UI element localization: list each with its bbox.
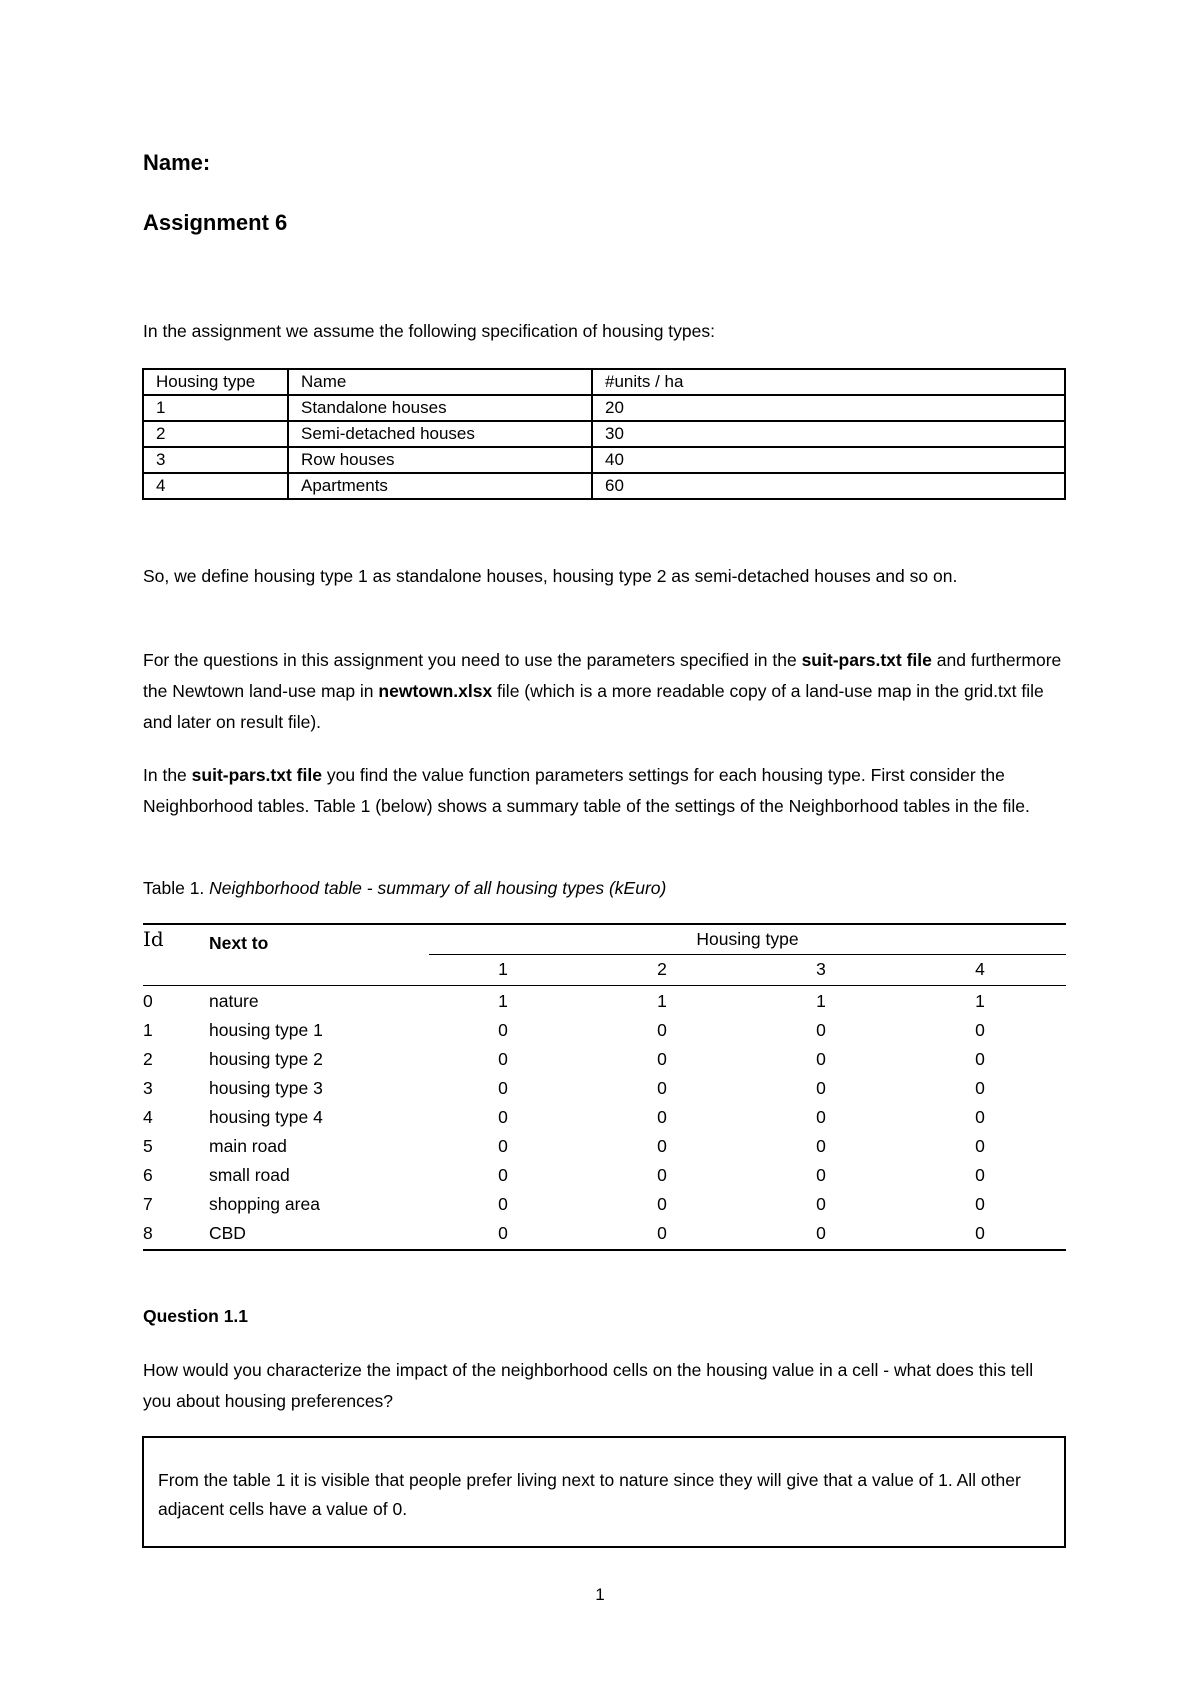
row-id: 1 — [143, 1020, 153, 1040]
table-row — [143, 1074, 1066, 1103]
cell-type: 1 — [143, 395, 288, 421]
table-row — [143, 1132, 1066, 1161]
row-value: 0 — [975, 1107, 985, 1127]
row-id: 6 — [143, 1165, 153, 1185]
row-next-to: CBD — [209, 1223, 246, 1243]
intro-text: In the assignment we assume the following specification of housing types: — [143, 321, 715, 341]
row-value: 0 — [657, 1194, 667, 1214]
row-next-to: housing type 4 — [209, 1107, 323, 1127]
row-value: 0 — [657, 1107, 667, 1127]
header-id: Id — [143, 927, 164, 951]
file-name-newtown: newtown.xlsx — [378, 681, 493, 701]
cell-type: 3 — [143, 447, 288, 473]
row-value: 0 — [816, 1194, 826, 1214]
paragraph-files — [143, 645, 1065, 738]
text-segment: file (which is a more readable copy of a land-use map in the grid.txt file and later on result file). — [143, 681, 1044, 732]
row-value: 0 — [498, 1223, 508, 1243]
row-id: 4 — [143, 1107, 153, 1127]
row-value: 0 — [816, 1049, 826, 1069]
cell-units: 20 — [592, 395, 1065, 421]
text-segment: For the questions in this assignment you need to use the parameters specified in the — [143, 650, 802, 670]
subheader-3: 3 — [816, 959, 826, 979]
row-value: 0 — [657, 1078, 667, 1098]
table-row — [143, 1190, 1066, 1219]
header-rule — [143, 985, 1066, 986]
row-value: 1 — [498, 991, 508, 1011]
table-top-rule — [143, 923, 1066, 925]
text-segment: you find the value function parameters settings for each housing type. First consider the Neighborhood tables. Table 1 (below) shows a summary table of the settings of the Neighborhood tables in the file. — [143, 765, 1030, 816]
row-id: 7 — [143, 1194, 153, 1214]
row-id: 2 — [143, 1049, 153, 1069]
housing-types-table — [142, 368, 1066, 500]
table-row — [143, 421, 1065, 447]
row-value: 0 — [975, 1165, 985, 1185]
table-row — [143, 987, 1066, 1016]
file-name-suit-pars: suit-pars.txt file — [191, 765, 322, 785]
row-id: 3 — [143, 1078, 153, 1098]
table-row — [143, 1045, 1066, 1074]
caption-title: Neighborhood table - summary of all housing types (kEuro) — [209, 878, 667, 898]
question-text: How would you characterize the impact of the neighborhood cells on the housing value in a cell - what does this tell you about housing preferences? — [143, 1360, 1034, 1411]
row-value: 0 — [816, 1223, 826, 1243]
cell-units: 60 — [592, 473, 1065, 499]
row-next-to: housing type 1 — [209, 1020, 323, 1040]
row-value: 0 — [975, 1078, 985, 1098]
row-value: 1 — [975, 991, 985, 1011]
header-housing-type: Housing type — [696, 929, 799, 949]
header-name: Name — [288, 369, 592, 395]
row-value: 0 — [498, 1078, 508, 1098]
table-row — [143, 473, 1065, 499]
cell-units: 30 — [592, 421, 1065, 447]
text-segment: In the — [143, 765, 192, 785]
row-value: 1 — [657, 991, 667, 1011]
row-value: 0 — [975, 1020, 985, 1040]
table-row — [143, 395, 1065, 421]
row-value: 0 — [816, 1020, 826, 1040]
table-row — [143, 1219, 1066, 1248]
row-value: 0 — [498, 1136, 508, 1156]
row-value: 0 — [975, 1049, 985, 1069]
header-units: #units / ha — [592, 369, 1065, 395]
table-row — [143, 1103, 1066, 1132]
row-id: 8 — [143, 1223, 153, 1243]
row-value: 0 — [657, 1165, 667, 1185]
answer-box — [142, 1436, 1066, 1548]
row-value: 0 — [975, 1136, 985, 1156]
header-housing-type: Housing type — [143, 369, 288, 395]
row-value: 0 — [657, 1049, 667, 1069]
page-number: 1 — [595, 1585, 605, 1604]
row-next-to: housing type 3 — [209, 1078, 323, 1098]
answer-text: From the table 1 it is visible that people prefer living next to nature since they will give that a value of 1. All other adjacent cells have a value of 0. — [158, 1470, 1021, 1519]
cell-units: 40 — [592, 447, 1065, 473]
row-id: 5 — [143, 1136, 153, 1156]
subheader-2: 2 — [657, 959, 667, 979]
row-value: 0 — [975, 1194, 985, 1214]
row-next-to: housing type 2 — [209, 1049, 323, 1069]
question-title: Question 1.1 — [143, 1306, 249, 1326]
row-value: 0 — [816, 1136, 826, 1156]
table-caption — [143, 873, 1065, 904]
row-value: 1 — [816, 991, 826, 1011]
row-value: 0 — [816, 1107, 826, 1127]
table-row — [143, 1016, 1066, 1045]
cell-type: 2 — [143, 421, 288, 447]
row-value: 0 — [498, 1165, 508, 1185]
table-bottom-rule — [143, 1249, 1066, 1251]
name-label: Name: — [143, 150, 211, 175]
row-value: 0 — [498, 1020, 508, 1040]
cell-name: Semi-detached houses — [288, 421, 592, 447]
row-value: 0 — [657, 1223, 667, 1243]
text-segment: and furthermore the Newtown land-use map in — [143, 650, 1062, 701]
assignment-title: Assignment 6 — [143, 210, 288, 235]
header-next-to: Next to — [209, 933, 269, 953]
row-value: 0 — [816, 1165, 826, 1185]
caption-prefix: Table 1. — [143, 878, 210, 898]
row-value: 0 — [498, 1049, 508, 1069]
table-header-row — [143, 369, 1065, 395]
row-value: 0 — [498, 1107, 508, 1127]
row-next-to: small road — [209, 1165, 290, 1185]
row-next-to: main road — [209, 1136, 287, 1156]
paragraph-definition: So, we define housing type 1 as standalone houses, housing type 2 as semi-detached houses and so on. — [143, 566, 958, 586]
cell-name: Row houses — [288, 447, 592, 473]
table-row — [143, 1161, 1066, 1190]
row-id: 0 — [143, 991, 153, 1011]
group-rule — [429, 954, 1066, 955]
cell-name: Apartments — [288, 473, 592, 499]
table-row — [143, 447, 1065, 473]
row-value: 0 — [816, 1078, 826, 1098]
subheader-4: 4 — [975, 959, 985, 979]
row-next-to: shopping area — [209, 1194, 320, 1214]
row-value: 0 — [975, 1223, 985, 1243]
cell-name: Standalone houses — [288, 395, 592, 421]
row-value: 0 — [657, 1136, 667, 1156]
row-value: 0 — [498, 1194, 508, 1214]
paragraph-parameters — [143, 760, 1065, 822]
row-next-to: nature — [209, 991, 259, 1011]
row-value: 0 — [657, 1020, 667, 1040]
file-name-suit-pars: suit-pars.txt file — [801, 650, 932, 670]
subheader-1: 1 — [498, 959, 508, 979]
cell-type: 4 — [143, 473, 288, 499]
